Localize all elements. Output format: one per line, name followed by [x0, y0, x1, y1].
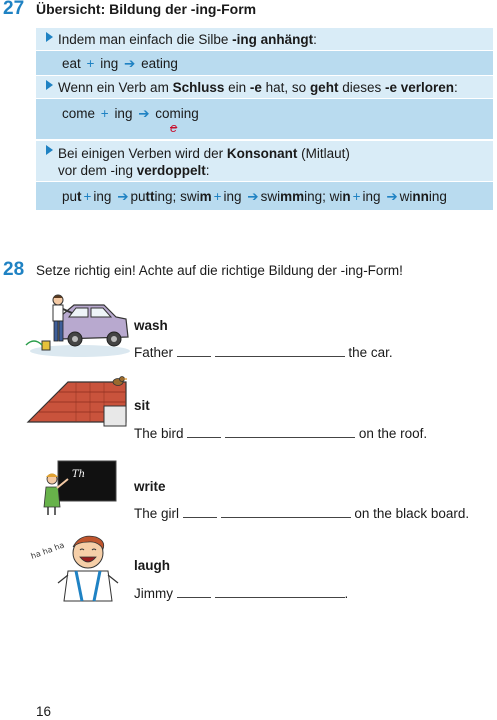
sentence-3 [134, 505, 469, 521]
word-part: ing; [304, 189, 326, 204]
double-consonant-bold: tt [145, 189, 155, 204]
sentence-4 [134, 585, 348, 601]
sentence-end: on the black board. [354, 506, 470, 521]
rule-1-colon: : [313, 32, 317, 47]
car-wash-illustration [20, 293, 130, 359]
word-part: pu [62, 189, 78, 204]
word-part: swi [180, 189, 200, 204]
answer-blank-long[interactable] [215, 344, 345, 357]
plus-sign: + [83, 189, 92, 204]
sentence-subject: Father [134, 345, 174, 360]
example-verb: come [62, 106, 96, 121]
verb-laugh: laugh [134, 558, 170, 573]
rule-2-bold: -e [249, 80, 262, 95]
roof-bird-illustration [26, 376, 130, 428]
rule-3-bold: verdoppelt [136, 163, 206, 178]
exercise-number-28: 28 [3, 259, 25, 280]
consonant-bold: n [342, 189, 351, 204]
verb-write: write [134, 479, 166, 494]
answer-blank-short[interactable] [187, 425, 221, 438]
sentence-end: . [344, 586, 349, 601]
answer-blank-long[interactable] [215, 585, 345, 598]
bullet-triangle-icon [46, 80, 53, 90]
laughing-boy-illustration [28, 533, 124, 603]
sentence-end: the car. [348, 345, 393, 360]
rule-2-colon: : [454, 80, 458, 95]
rule-3-colon: : [205, 163, 210, 178]
answer-blank-long[interactable] [221, 505, 351, 518]
sentence-subject: Jimmy [134, 586, 173, 601]
double-consonant-bold: mm [280, 189, 305, 204]
rule-2-text: dieses [338, 80, 385, 95]
arrow-right-icon: ➔ [117, 189, 129, 204]
rule-1-text: Indem man einfach die Silbe [58, 32, 233, 47]
plus-sign: + [213, 189, 222, 204]
verb-sit: sit [134, 398, 150, 413]
ing-suffix: ing [362, 189, 381, 204]
rule-2 [36, 76, 493, 98]
exercise-number-27: 27 [3, 0, 25, 19]
plus-sign: + [86, 56, 95, 71]
word-part: wi [329, 189, 343, 204]
arrow-right-icon: ➔ [123, 56, 136, 71]
sentence-1 [134, 344, 393, 360]
sentence-subject: The girl [134, 506, 180, 521]
double-consonant-bold: nn [412, 189, 429, 204]
sentence-2 [134, 425, 427, 441]
plus-sign: + [352, 189, 361, 204]
example-verb: eat [62, 56, 81, 71]
example-result: eating [141, 56, 178, 71]
verb-wash: wash [134, 318, 168, 333]
rule-3 [36, 141, 493, 181]
rule-2-bold: -e verloren [384, 80, 454, 95]
consonant-bold: t [77, 189, 82, 204]
dropped-e-strikethrough: e [170, 120, 178, 135]
rule-2-bold: Schluss [172, 80, 225, 95]
rule-1 [36, 28, 493, 50]
word-part: swi [260, 189, 281, 204]
blackboard-writing: Th [72, 469, 86, 480]
answer-blank-short[interactable] [183, 505, 217, 518]
bullet-triangle-icon [46, 145, 53, 155]
arrow-right-icon: ➔ [247, 189, 259, 204]
answer-blank-short[interactable] [177, 344, 211, 357]
consonant-bold: m [199, 189, 212, 204]
plus-sign: + [100, 106, 109, 121]
rule-2-bold: geht [309, 80, 339, 95]
example-1 [36, 51, 493, 75]
ing-suffix: ing [223, 189, 242, 204]
ing-suffix: ing [100, 56, 119, 71]
example-2 [36, 99, 493, 139]
arrow-right-icon: ➔ [386, 189, 398, 204]
rule-2-text: hat, so [261, 80, 310, 95]
arrow-right-icon: ➔ [138, 106, 150, 121]
example-3 [36, 182, 493, 210]
rule-3-text: Bei einigen Verben wird der [58, 146, 227, 161]
word-part: ing [428, 189, 447, 204]
answer-blank-long[interactable] [225, 425, 355, 438]
sentence-end: on the roof. [358, 426, 428, 441]
ing-suffix: ing [114, 106, 133, 121]
word-part: ing; [154, 189, 177, 204]
rule-2-text: Wenn ein Verb am [58, 80, 173, 95]
exercise-28-instruction: Setze richtig ein! Achte auf die richtige Bildung der -ing-Form! [36, 263, 403, 278]
word-part: wi [399, 189, 413, 204]
laugh-text: ha ha ha [29, 540, 66, 561]
answer-blank-short[interactable] [177, 585, 211, 598]
ing-suffix: ing [93, 189, 112, 204]
sentence-subject: The bird [134, 426, 184, 441]
rule-1-bold: -ing anhängt [232, 32, 314, 47]
rule-2-text: ein [224, 80, 250, 95]
rule-3-text: vor dem -ing [58, 163, 137, 178]
blackboard-girl-illustration [38, 457, 118, 517]
exercise-27-title: Übersicht: Bildung der -ing-Form [36, 1, 257, 17]
word-part: pu [130, 189, 146, 204]
page-number: 16 [36, 704, 52, 719]
example-result: coming [155, 106, 199, 121]
rule-3-text: (Mitlaut) [297, 146, 350, 161]
rule-3-bold: Konsonant [226, 146, 298, 161]
bullet-triangle-icon [46, 32, 53, 42]
